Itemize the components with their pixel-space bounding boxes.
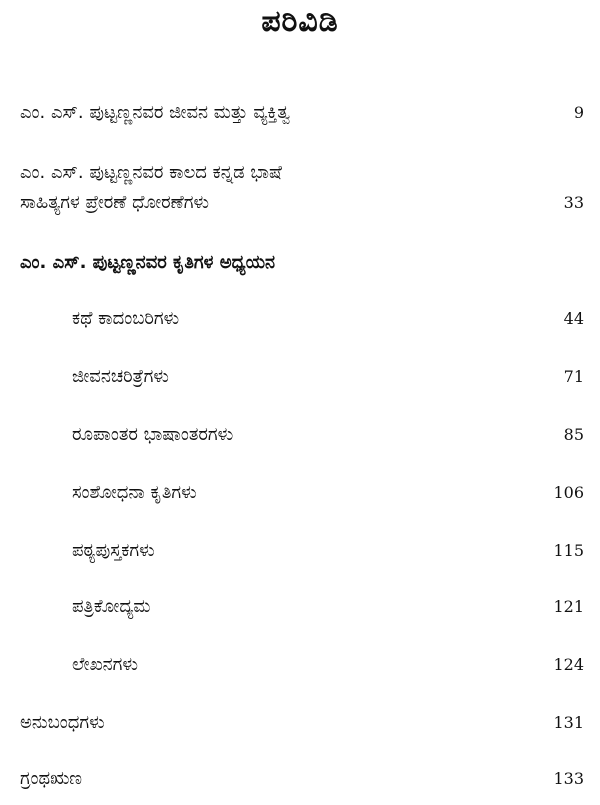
entry-page-number: 106 <box>553 483 584 502</box>
entry-label: ಕಥೆ ಕಾದಂಬರಿಗಳು <box>72 308 180 329</box>
entry-label: ಲೇಖನಗಳು <box>72 654 138 675</box>
entry-page-number: 44 <box>563 309 584 328</box>
entry-label: ಎಂ. ಎಸ್. ಪುಟ್ಟಣ್ಣನವರ ಕಾಲದ ಕನ್ನಡ ಭಾಷೆ <box>20 162 282 183</box>
entry-label: ಗ್ರಂಥಋಣ <box>20 768 83 789</box>
entry-page-number: 71 <box>563 367 584 386</box>
entry-page-number: 133 <box>553 769 584 788</box>
entry-page-number: 9 <box>573 103 584 122</box>
entry-label: ರೂಪಾಂತರ ಭಾಷಾಂತರಗಳು <box>72 424 234 445</box>
entry-label: ಸಂಶೋಧನಾ ಕೃತಿಗಳು <box>72 482 197 503</box>
entry-page-number: 121 <box>553 597 584 616</box>
entry-label: ಜೀವನಚರಿತ್ರೆಗಳು <box>72 366 169 387</box>
entry-page-number: 33 <box>563 193 584 212</box>
entry-label: ಪಠ್ಯಪುಸ್ತಕಗಳು <box>72 540 155 561</box>
entry-label: ಅನುಬಂಧಗಳು <box>20 712 105 733</box>
page-title: ಪರಿವಿಡಿ <box>261 4 339 39</box>
entry-label: ಎಂ. ಎಸ್. ಪುಟ್ಟಣ್ಣನವರ ಜೀವನ ಮತ್ತು ವ್ಯಕ್ತಿತ್ವ <box>20 102 291 123</box>
section-heading: ಎಂ. ಎಸ್. ಪುಟ್ಟಣ್ಣನವರ ಕೃತಿಗಳ ಅಧ್ಯಯನ <box>20 252 275 273</box>
entry-label-line2: ಸಾಹಿತ್ಯಗಳ ಪ್ರೇರಣೆ ಧೋರಣೆಗಳು <box>20 192 209 213</box>
entry-page-number: 124 <box>553 655 584 674</box>
entry-page-number: 85 <box>563 425 584 444</box>
entry-page-number: 131 <box>553 713 584 732</box>
entry-page-number: 115 <box>553 541 584 560</box>
entry-label: ಪತ್ರಿಕೋದ್ಯಮ <box>72 596 151 617</box>
